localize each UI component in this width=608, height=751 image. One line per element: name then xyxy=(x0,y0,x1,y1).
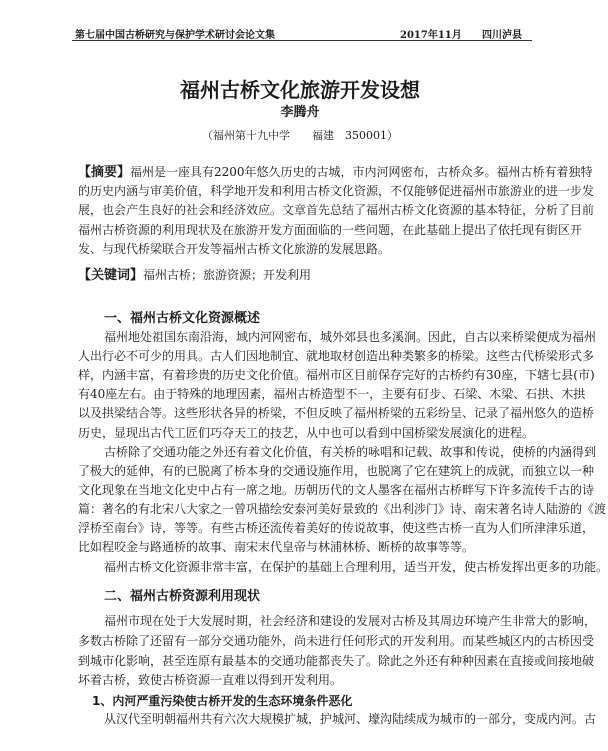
paper-title: 福州古桥文化旅游开发设想 xyxy=(180,78,420,102)
body-line: 古桥除了交通功能之外还有着文化价值，有关桥的咏唱和记载、故事和传说，使桥的内涵得到 xyxy=(104,445,597,459)
body-line: 比如程咬金与路通桥的故事、南宋末代皇帝与林浦林桥、断桥的故事等等。 xyxy=(78,540,475,554)
body-line: 福州地处祖国东南沿海，域内河网密布，城外郊县也多溪涧。因此，自古以来桥梁便成为福州 xyxy=(104,330,597,344)
abstract-line: 展，也会产生良好的社会和经济效应。文章首先总结了福州古桥文化资源的基本特征，分析了目前 xyxy=(78,203,595,217)
section-heading-2: 二、福州古桥资源利用现状 xyxy=(104,589,261,604)
body-line: 文化现象在当地文化史中占有一席之地。历朝历代的文人墨客在福州古桥畔写下许多流传千古的诗 xyxy=(78,483,595,497)
subsection-heading-1: 1、内河严重污染使古桥开发的生态环境条件恶化 xyxy=(92,694,353,708)
body-line: 了极大的延伸，有的已脱离了桥本身的交通设施作用，也脱离了它在建筑上的成就，而独立以一种 xyxy=(78,464,595,478)
abstract-line: 【摘要】福州是一座具有2200年悠久历史的古城，市内河网密布，古桥众多。福州古桥有着独特 xyxy=(78,165,593,180)
abstract-line: 福州古桥资源的利用现状及在旅游开发方面面临的一些问题，在此基础上提出了依托现有街区开 xyxy=(78,223,583,237)
body-line: 到城市化影响，甚至连原有最基本的交通功能都丧失了。除此之外还有种种因素在直接或间接地破 xyxy=(78,654,595,668)
keywords: 【关键词】福州古桥；旅游资源；开发利用 xyxy=(78,268,312,283)
abstract-line: 发、与现代桥梁联合开发等福州古桥文化旅游的发展思路。 xyxy=(78,242,391,256)
body-line: 浮桥至南台》诗，等等。有些古桥还流传着美好的传说故事，使这些古桥一直为人们所津津乐道， xyxy=(78,521,595,535)
body-line: 历史，显现出古代工匠们巧夺天工的技艺，从中也可以看到中国桥梁发展演化的进程。 xyxy=(78,426,535,440)
body-line: 样，内涵丰富，有着珍贵的历史文化价值。福州市区目前保存完好的古桥约有30座，下辖七县(市) xyxy=(78,368,595,382)
body-line: 人出行必不可少的用具。古人们因地制宜、就地取材创造出种类繁多的桥梁。这些古代桥梁形式多 xyxy=(78,349,595,363)
body-line: 有40座左右。由于特殊的地理因素，福州古桥造型不一，主要有矴步、石梁、木梁、石拱、木拱 xyxy=(78,387,586,401)
running-header-left: 第七届中国古桥研究与保护学术研讨会论文集 xyxy=(75,30,275,41)
body-line: 从汉代至明朝福州共有六次大规模扩城，护城河、壕沟陆续成为城市的一部分，变成内河。古 xyxy=(104,712,597,726)
section-heading-1: 一、福州古桥文化资源概述 xyxy=(104,311,261,326)
affiliation: （福州第十九中学 福建 350001） xyxy=(202,129,398,142)
abstract-line: 的历史内涵与审美价值，科学地开发和利用古桥文化资源，不仅能够促进福州市旅游业的进一步发 xyxy=(78,184,595,198)
body-line: 坏着古桥，致使古桥资源一直难以得到开发利用。 xyxy=(78,673,343,687)
abstract-label: 【摘要】 xyxy=(78,165,131,180)
body-line: 篇：著名的有北宋八大家之一曾巩描绘安泰河美好景致的《出利涉门》诗、南宋著名诗人陆游的《渡 xyxy=(78,502,607,516)
header-rule xyxy=(72,40,532,41)
body-line: 福州市现在处于大发展时期，社会经济和建设的发展对古桥及其周边环境产生非常大的影响， xyxy=(104,614,597,628)
body-line: 多数古桥除了还留有一部分交通功能外，尚未进行任何形式的开发利用。而某些城区内的古桥因受 xyxy=(78,634,595,648)
running-header-date: 2017年11月 xyxy=(400,30,462,41)
keywords-label: 【关键词】 xyxy=(78,268,144,283)
body-line: 福州古桥文化资源非常丰富，在保护的基础上合理利用，适当开发，使古桥发挥出更多的功能。 xyxy=(104,560,608,574)
body-line: 以及拱梁结合等。这些形状各异的桥梁，不但反映了福州桥梁的五彩纷呈、记录了福州悠久的造桥 xyxy=(78,406,595,420)
running-header-place: 四川泸县 xyxy=(482,30,522,41)
author: 李腾舟 xyxy=(280,105,320,120)
